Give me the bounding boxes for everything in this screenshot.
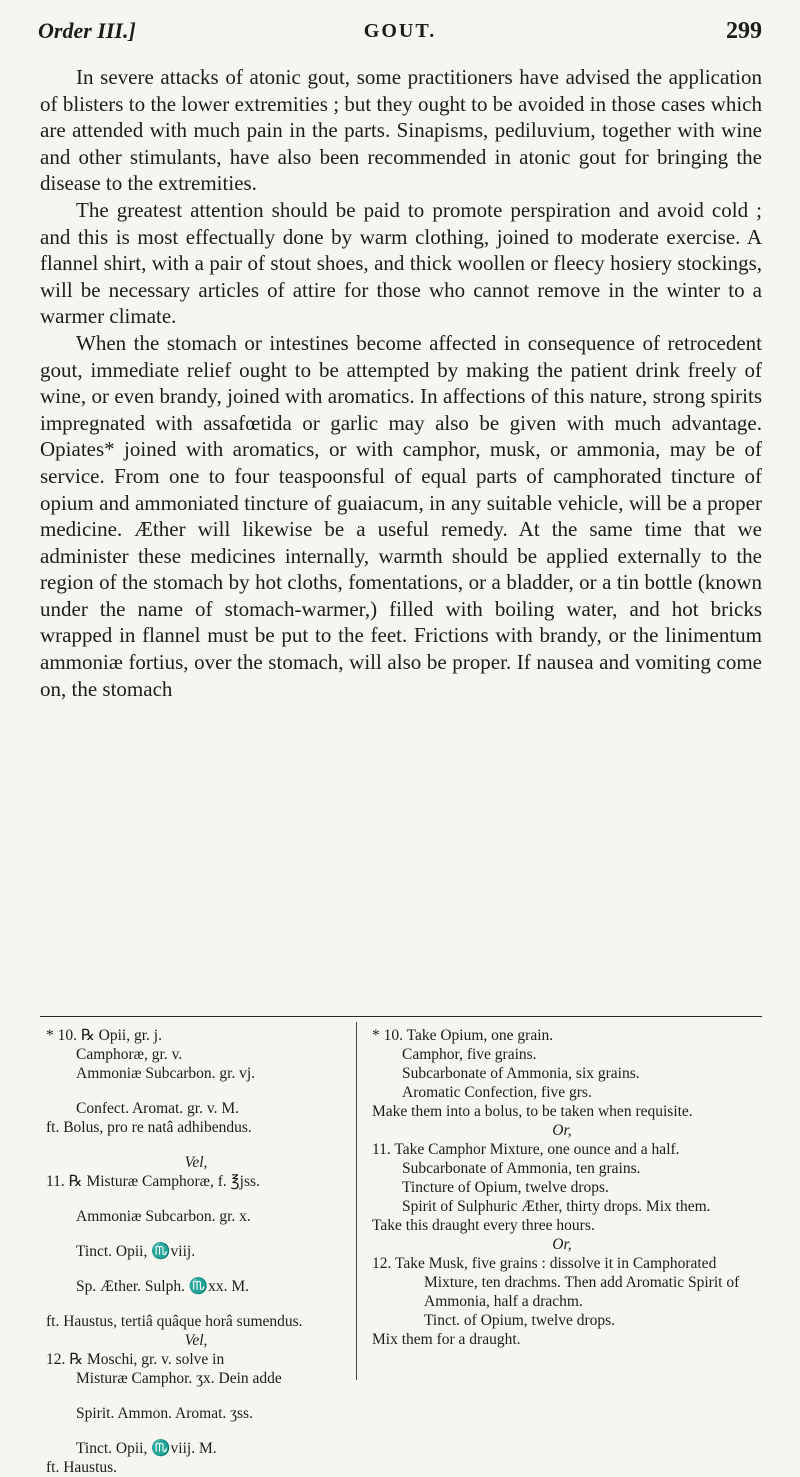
latin-line: Vel, (184, 1154, 208, 1171)
latin-line: Vel, (184, 1332, 208, 1349)
english-line: Mix them for a draught. (372, 1331, 521, 1348)
latin-line: * 10. ℞ Opii, gr. j. (46, 1027, 162, 1044)
latin-line: 12. ℞ Moschi, gr. v. solve in (46, 1351, 225, 1368)
english-line: Take this draught every three hours. (372, 1217, 595, 1234)
latin-line: Confect. Aromat. gr. v. M. (76, 1100, 240, 1117)
latin-line: Ammoniæ Subcarbon. gr. vj. (76, 1065, 256, 1082)
english-line: * 10. Take Opium, one grain. (372, 1027, 554, 1044)
latin-line: Spirit. Ammon. Aromat. ʒss. (76, 1405, 253, 1422)
english-line: Spirit of Sulphuric Æther, thirty drops. Mix them. (402, 1198, 711, 1215)
paragraph-retrocedent-gout: When the stomach or intestines become affected in consequence of retrocedent gout, immediate relief ought to be attempted by making the patient drink freely of wine, or even brandy, joined with aromatics. In affections of this nature, strong spirits impregnated with assafœtida or garlic may also be given with much advantage. Opiates* joined with aromatics, or with camphor, musk, or ammonia, may be of service. From one to four teaspoonsful of equal parts of camphorated tincture of opium and ammoniated tincture of guaiacum, in any suitable vehicle, will be a proper medicine. Æther will likewise be a useful remedy. At the same time that we administer these medicines internally, warmth should be applied externally to the region of the stomach by hot cloths, fomentations, or a bladder, or a tin bottle (known under the name of stomach-warmer,) filled with boiling water, and hot bricks wrapped in flannel must be put to the feet. Frictions with brandy, or the linimentum ammoniæ fortius, over the stomach, will also be proper. If nausea and vomiting come on, the stomach (40, 330, 762, 701)
english-line: Subcarbonate of Ammonia, ten grains. (402, 1160, 641, 1177)
english-line: Tincture of Opium, twelve drops. (402, 1179, 609, 1196)
latin-line: ft. Bolus, pro re natâ adhibendus. (46, 1119, 252, 1136)
english-line: Or, (552, 1122, 572, 1139)
column-divider (356, 1022, 357, 1380)
latin-line: Sp. Æther. Sulph. ♏xx. M. (76, 1278, 250, 1295)
english-line: Aromatic Confection, five grs. (402, 1084, 592, 1101)
footnote-rule (40, 1016, 762, 1017)
latin-line: ft. Haustus, tertiâ quâque horâ sumendus. (46, 1313, 303, 1330)
english-line: Camphor, five grains. (402, 1046, 537, 1063)
english-line: Or, (552, 1236, 572, 1253)
english-line: Tinct. of Opium, twelve drops. (424, 1312, 616, 1329)
main-text (40, 64, 762, 702)
header-section: Order III.] (38, 18, 136, 43)
paragraph-atonic-gout: In severe attacks of atonic gout, some practitioners have advised the application of blisters to the lower extremities ; but they ought to be avoided in those cases which are attended with much pain in the parts. Sinapisms, pediluvium, together with wine and other stimulants, have also been recommended in atonic gout for bringing the disease to the extremities. (40, 65, 762, 196)
latin-line: Tinct. Opii, ♏viij. (76, 1243, 196, 1260)
running-header (38, 18, 762, 50)
footnote-latin (46, 1026, 346, 1477)
latin-line: Misturæ Camphor. ʒx. Dein adde (76, 1370, 282, 1387)
english-line: Subcarbonate of Ammonia, six grains. (402, 1065, 640, 1082)
english-line: Make them into a bolus, to be taken when requisite. (372, 1103, 693, 1120)
latin-line: 11. ℞ Misturæ Camphoræ, f. ℥jss. (46, 1173, 260, 1190)
latin-line: ft. Haustus. (46, 1459, 118, 1476)
paragraph-perspiration: The greatest attention should be paid to promote perspiration and avoid cold ; and this is most effectually done by warm clothing, joined to moderate exercise. A flannel shirt, with a pair of stout shoes, and thick woollen or fleecy hosiery stockings, will be necessary articles of attire for those who cannot remove in the winter to a warmer climate. (40, 197, 762, 329)
footnote-english (372, 1026, 752, 1349)
header-title: GOUT. (363, 20, 437, 42)
latin-line: Tinct. Opii, ♏viij. M. (76, 1440, 217, 1457)
english-line: 11. Take Camphor Mixture, one ounce and a half. (372, 1141, 680, 1158)
page-number: 299 (726, 18, 762, 44)
latin-line: Ammoniæ Subcarbon. gr. x. (76, 1208, 251, 1225)
english-line: 12. Take Musk, five grains : dissolve it in Camphorated Mixture, ten drachms. Then add Aromatic Spirit of Ammonia, half a drachm. (372, 1255, 740, 1310)
latin-line: Camphoræ, gr. v. (76, 1046, 183, 1063)
